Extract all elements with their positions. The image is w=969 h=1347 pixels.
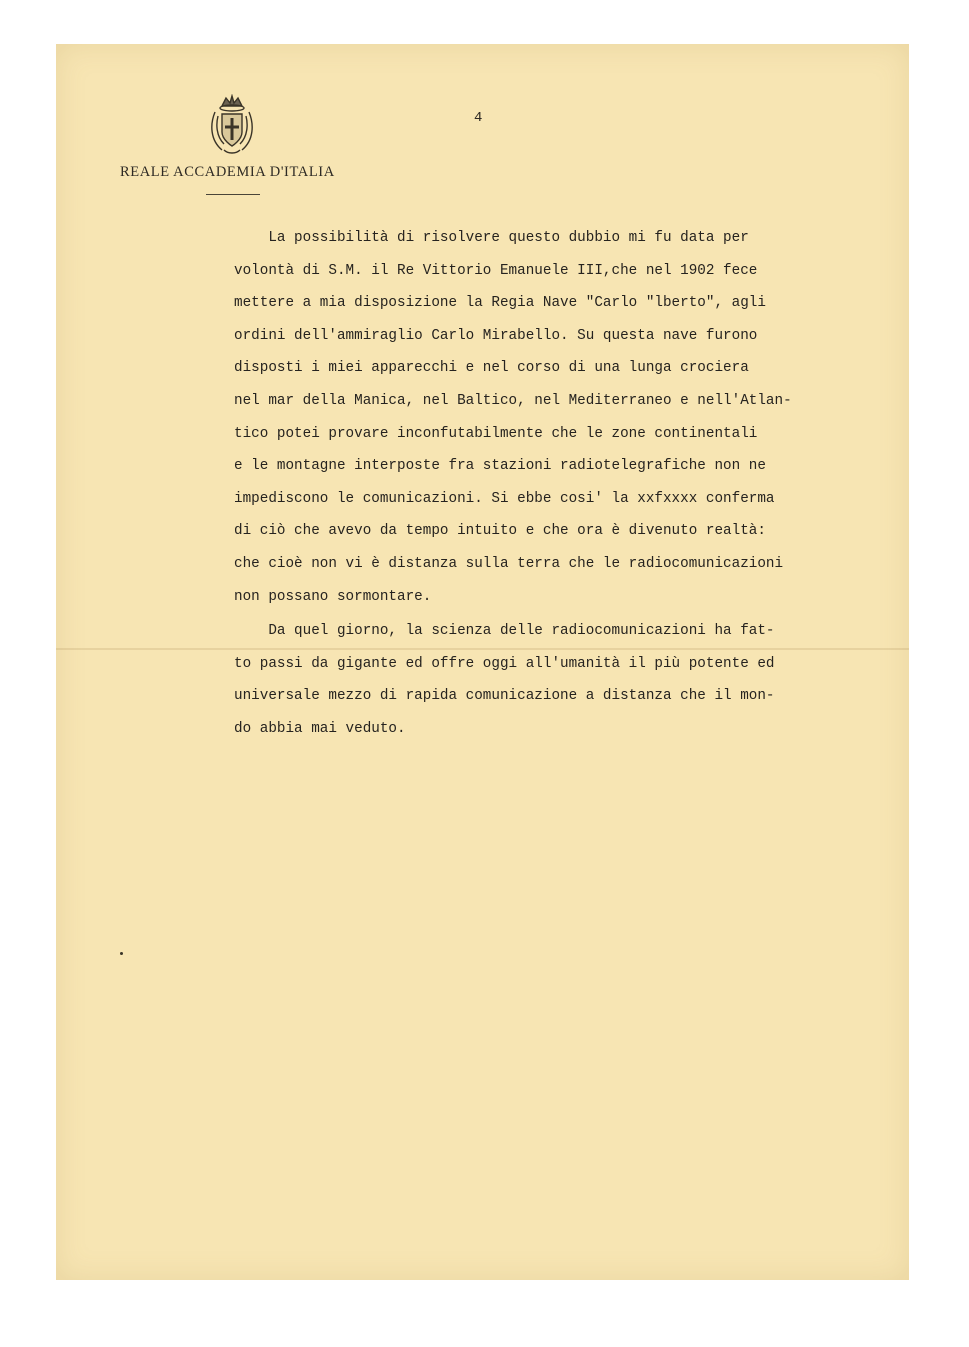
letterhead-divider: [206, 194, 260, 195]
letterhead-title: REALE ACCADEMIA D'ITALIA: [120, 164, 335, 180]
text-line: impediscono le comunicazioni. Si ebbe cosi' la xxfxxxx conferma: [234, 490, 775, 507]
text-line: non possano sormontare.: [234, 588, 432, 605]
ink-speck: [120, 952, 123, 955]
text-line: di ciò che avevo da tempo intuito e che ora è divenuto realtà:: [234, 523, 766, 540]
paragraph-1: [234, 222, 894, 613]
text-line: ordini dell'ammiraglio Carlo Mirabello. Su questa nave furono: [234, 327, 758, 344]
text-line: tico potei provare inconfutabilmente che le zone continentali: [234, 425, 758, 442]
text-line: mettere a mia disposizione la Regia Nave "Carlo "lberto", agli: [234, 295, 766, 312]
text-line: che cioè non vi è distanza sulla terra che le radiocomunicazioni: [234, 555, 784, 572]
text-line: La possibilità di risolvere questo dubbio mi fu data per: [234, 230, 749, 246]
paragraph-2: [234, 615, 894, 745]
text-line: universale mezzo di rapida comunicazione a distanza che il mon-: [234, 688, 775, 705]
text-line: Da quel giorno, la scienza delle radiocomunicazioni ha fat-: [234, 623, 775, 640]
text-line: do abbia mai veduto.: [234, 720, 406, 737]
text-line: nel mar della Manica, nel Baltico, nel Mediterraneo e nell'Atlan-: [234, 392, 792, 409]
text-line: disposti i miei apparecchi e nel corso di una lunga crociera: [234, 360, 749, 377]
text-line: volontà di S.M. il Re Vittorio Emanuele III,che nel 1902 fece: [234, 262, 758, 279]
page-number: 4: [474, 110, 483, 126]
letter-page: [56, 44, 909, 1280]
royal-crest-icon: [206, 94, 258, 158]
typed-letter-body: [234, 222, 894, 746]
text-line: e le montagne interposte fra stazioni radiotelegrafiche non ne: [234, 458, 766, 475]
text-line: to passi da gigante ed offre oggi all'umanità il più potente ed: [234, 655, 775, 672]
